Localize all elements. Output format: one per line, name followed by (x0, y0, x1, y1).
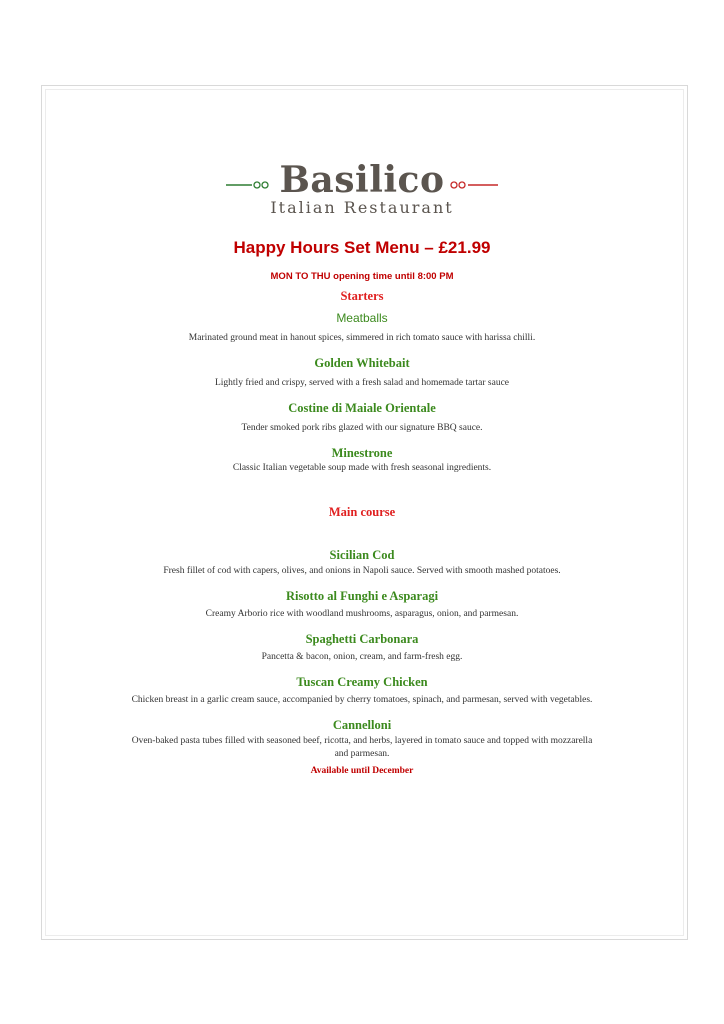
dish-description: Fresh fillet of cod with capers, olives, and onions in Napoli sauce. Served with smooth mashed potatoes. (163, 566, 561, 576)
dish-name: Risotto al Funghi e Asparagi (285, 589, 439, 603)
dish-description: Chicken breast in a garlic cream sauce, accompanied by cherry tomatoes, spinach, and parmesan, served with vegetables. (131, 695, 593, 705)
menu-content (60, 236, 664, 778)
menu-title: Happy Hours Set Menu – £21.99 (233, 238, 491, 257)
starters-list (60, 310, 664, 475)
list-item (60, 445, 664, 475)
list-item (60, 310, 664, 345)
list-item (60, 547, 664, 578)
availability-note: Available until December (310, 766, 414, 776)
list-item (60, 588, 664, 621)
dish-name: Meatballs (336, 311, 388, 325)
restaurant-logo (0, 158, 724, 220)
dish-name: Spaghetti Carbonara (305, 632, 419, 646)
dish-description: Creamy Arborio rice with woodland mushrooms, asparagus, onion, and parmesan. (205, 609, 519, 619)
dish-name: Minestrone (331, 446, 393, 460)
dish-description: Lightly fried and crispy, served with a fresh salad and homemade tartar sauce (214, 378, 510, 388)
logo-name: Basilico (279, 159, 445, 201)
mains-list (60, 547, 664, 761)
logo-ornament-right-icon (448, 180, 500, 190)
list-item (60, 717, 664, 761)
logo-subtitle: Italian Restaurant (270, 198, 454, 217)
list-item (60, 355, 664, 390)
dish-description: Marinated ground meat in hanout spices, simmered in rich tomato sauce with harissa chilli. (188, 333, 536, 343)
dish-name: Cannelloni (332, 718, 392, 732)
list-item (60, 674, 664, 707)
dish-description: Classic Italian vegetable soup made with fresh seasonal ingredients. (232, 463, 492, 473)
dish-name: Costine di Maiale Orientale (288, 401, 436, 415)
dish-description: Oven-baked pasta tubes filled with seasoned beef, ricotta, and herbs, layered in tomato sauce and topped with mozzarella and parmesan. (131, 736, 593, 759)
list-item (60, 631, 664, 664)
menu-hours: MON TO THU opening time until 8:00 PM (270, 271, 454, 282)
starters-heading: Starters (340, 289, 384, 303)
list-item (60, 400, 664, 435)
dish-name: Sicilian Cod (329, 548, 395, 562)
dish-name: Tuscan Creamy Chicken (296, 675, 428, 689)
mains-heading: Main course (328, 505, 396, 519)
dish-description: Tender smoked pork ribs glazed with our signature BBQ sauce. (241, 423, 483, 433)
dish-description: Pancetta & bacon, onion, cream, and farm-fresh egg. (261, 652, 463, 662)
dish-name: Golden Whitebait (314, 356, 410, 370)
